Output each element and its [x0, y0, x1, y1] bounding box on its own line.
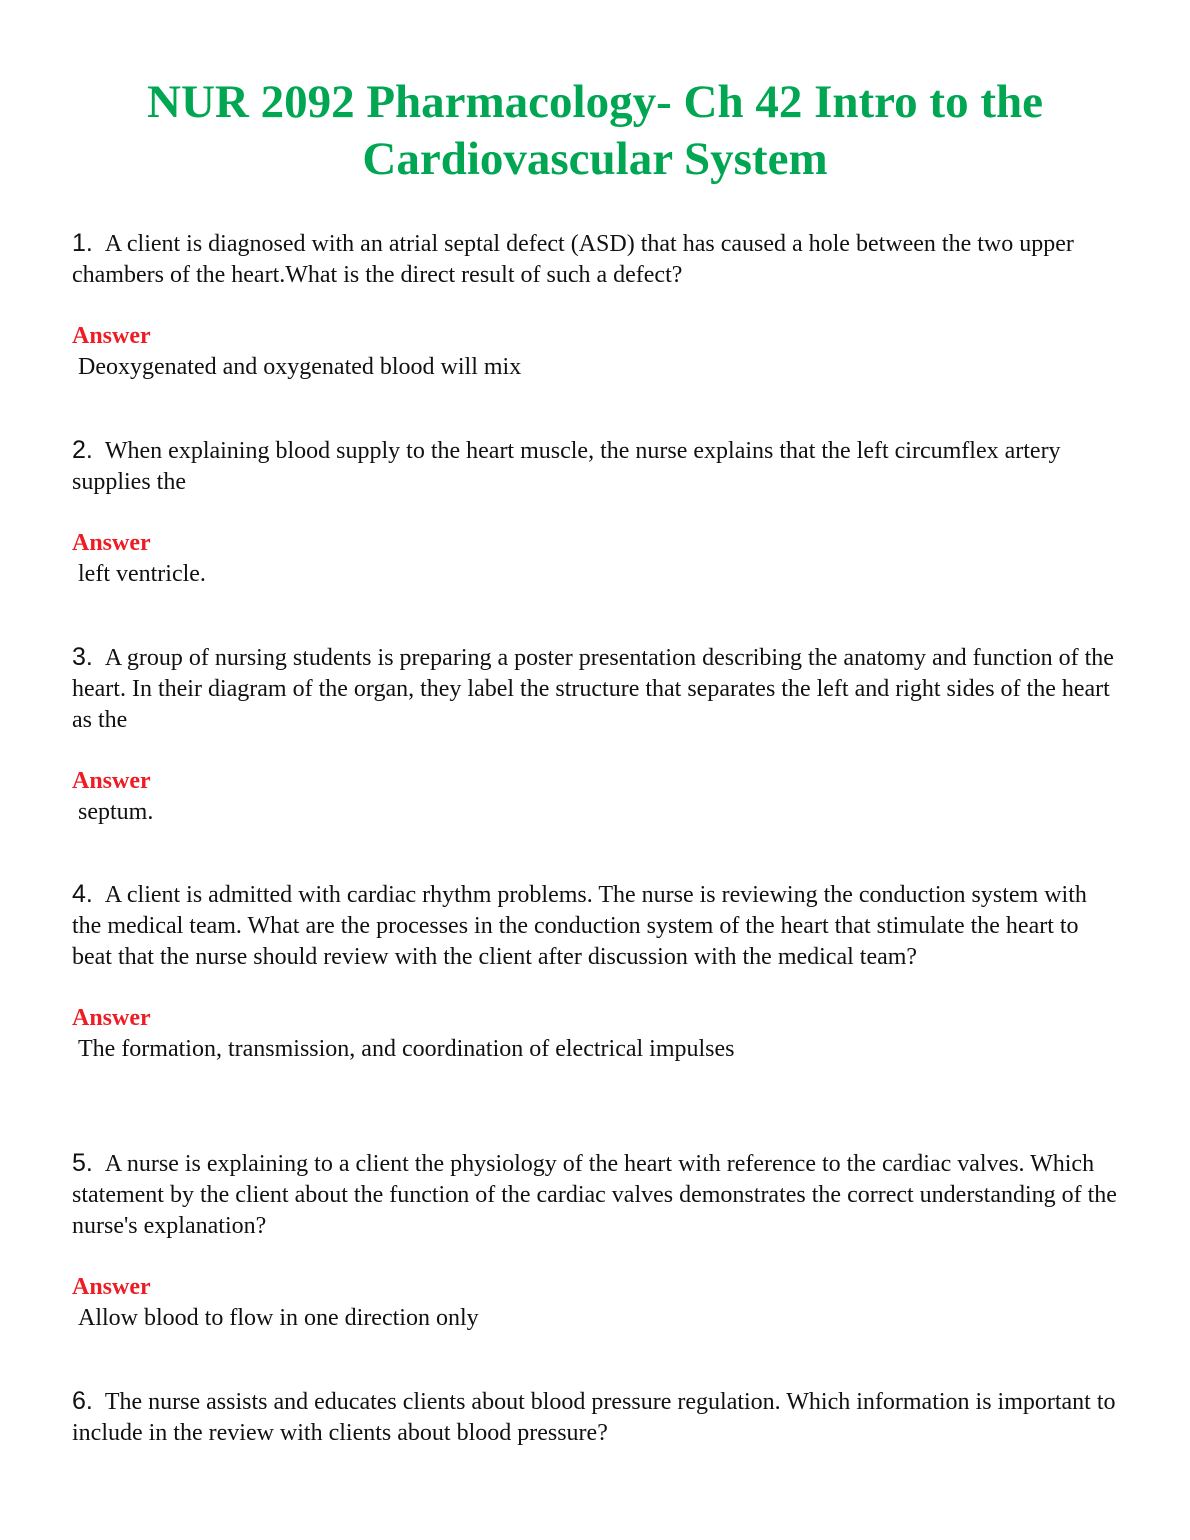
qa-item-1 [72, 228, 1122, 383]
question-5 [72, 1148, 1122, 1242]
answer-label: Answer [72, 768, 151, 794]
question-6 [72, 1386, 1122, 1449]
question-2 [72, 435, 1122, 498]
question-text: A client is admitted with cardiac rhythm problems. The nurse is reviewing the conduction system with the medical team. What are the processes in the conduction system of the heart that stimulate the heart to beat that the nurse should review with the client after discussion with the medical team? [72, 882, 1087, 970]
question-number: 4. [72, 880, 93, 908]
question-3 [72, 642, 1122, 736]
answer-text: Allow blood to flow in one direction only [78, 1305, 479, 1331]
qa-item-6 [72, 1386, 1122, 1449]
page-title: NUR 2092 Pharmacology- Ch 42 Intro to the Cardiovascular System [147, 76, 1043, 185]
qa-item-5 [72, 1148, 1122, 1334]
answer-text: Deoxygenated and oxygenated blood will mix [78, 354, 522, 380]
answer-text: left ventricle. [78, 561, 206, 587]
question-4 [72, 879, 1122, 973]
question-text: The nurse assists and educates clients about blood pressure regulation. Which information is important to include in the review with clients about blood pressure? [72, 1389, 1116, 1446]
question-number: 6. [72, 1387, 93, 1415]
question-number: 3. [72, 643, 93, 671]
answer-label: Answer [72, 530, 151, 556]
qa-item-3 [72, 642, 1122, 828]
answer-text: The formation, transmission, and coordination of electrical impulses [78, 1036, 735, 1062]
answer-label: Answer [72, 323, 151, 349]
question-text: A nurse is explaining to a client the physiology of the heart with reference to the cardiac valves. Which statement by the client about the function of the cardiac valves demonstrates the correct understanding of the nurse's explanation? [72, 1151, 1117, 1239]
answer-label: Answer [72, 1005, 151, 1031]
question-number: 2. [72, 436, 93, 464]
qa-item-2 [72, 435, 1122, 590]
qa-item-4 [72, 879, 1122, 1065]
question-text: A group of nursing students is preparing a poster presentation describing the anatomy and function of the heart. In their diagram of the organ, they label the structure that separates the left and right sides of the heart as the [72, 645, 1114, 733]
question-number: 5. [72, 1149, 93, 1177]
answer-text: septum. [78, 799, 154, 825]
question-text: When explaining blood supply to the heart muscle, the nurse explains that the left circumflex artery supplies the [72, 438, 1061, 495]
answer-label: Answer [72, 1274, 151, 1300]
question-1 [72, 228, 1122, 291]
question-number: 1. [72, 229, 93, 257]
question-text: A client is diagnosed with an atrial septal defect (ASD) that has caused a hole between the two upper chambers of the heart.What is the direct result of such a defect? [72, 231, 1074, 288]
